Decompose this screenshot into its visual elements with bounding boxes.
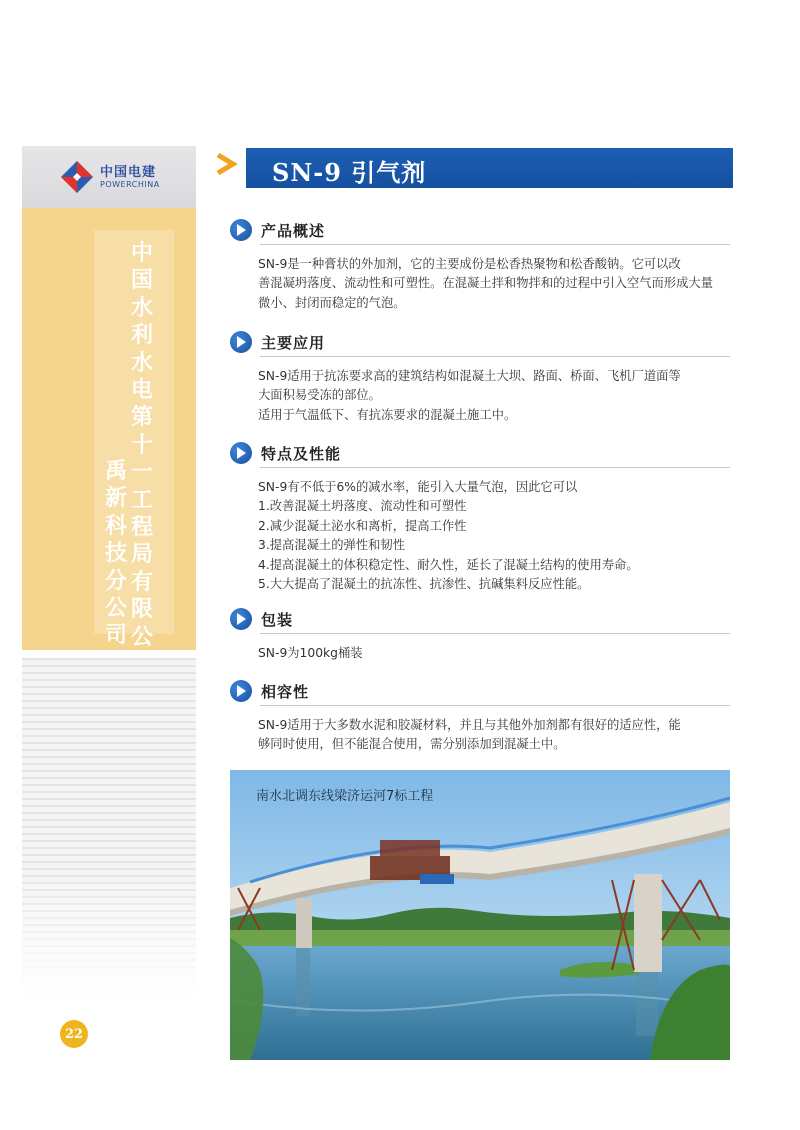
text-line: 3.提高混凝土的弹性和韧性	[258, 538, 405, 553]
text-line: 2.减少混凝土泌水和离析，提高工作性	[258, 518, 467, 533]
section-body	[230, 255, 730, 313]
text-line: 适用于气温低下、有抗冻要求的混凝土施工中。	[258, 407, 517, 422]
section-divider	[260, 356, 730, 357]
play-arrow-icon	[230, 680, 252, 702]
text-line: 4.提高混凝土的体积稳定性、耐久性，延长了混凝土结构的使用寿命。	[258, 557, 639, 572]
play-arrow-icon	[230, 442, 252, 464]
section-body	[230, 716, 730, 755]
text-line: SN-9为100kg桶装	[258, 646, 363, 660]
text-line: SN-9适用于大多数水泥和胶凝材料，并且与其他外加剂都有很好的适应性，能	[258, 718, 681, 732]
text-line: 大面积易受冻的部位。	[258, 388, 381, 403]
section-divider	[260, 633, 730, 634]
brand-logo	[60, 160, 160, 194]
play-arrow-icon	[230, 219, 252, 241]
page-title: SN-9 引气剂	[272, 158, 427, 187]
section-header	[230, 606, 730, 632]
section-body	[230, 478, 730, 594]
sidebar-stripes	[22, 658, 196, 1000]
section-header	[230, 217, 730, 243]
text-line: 善混凝坍落度、流动性和可塑性。在混凝土拌和物拌和的过程中引入空气而形成大量	[258, 276, 713, 291]
section-features	[230, 440, 730, 594]
company-name-line1: 中国水利水电第十一工程局有限公	[130, 240, 153, 650]
brand-name-en: POWERCHINA	[100, 179, 160, 189]
page-number: 22	[60, 1020, 88, 1048]
play-arrow-icon	[230, 331, 252, 353]
section-title: 相容性	[261, 682, 310, 701]
text-line: 够同时使用，但不能混合使用，需分别添加到混凝土中。	[258, 737, 566, 752]
bridge-photo	[230, 770, 730, 1060]
section-title: 产品概述	[261, 221, 326, 240]
section-packaging	[230, 606, 730, 663]
section-body	[230, 644, 730, 663]
section-title: 包装	[261, 610, 294, 629]
title-bar	[246, 148, 733, 188]
text-line: 1.改善混凝土坍落度、流动性和可塑性	[258, 499, 467, 514]
text-line: SN-9有不低于6%的减水率，能引入大量气泡，因此它可以	[258, 480, 578, 494]
text-line: SN-9是一种膏状的外加剂，它的主要成份是松香热聚物和松香酸钠。它可以改	[258, 257, 681, 271]
section-header	[230, 678, 730, 704]
section-compatibility	[230, 678, 730, 755]
bridge-scene-illustration	[230, 770, 730, 1060]
section-overview	[230, 217, 730, 313]
company-name-line2: 禹新科技分公司	[104, 458, 127, 649]
chevron-right-icon	[212, 148, 242, 180]
play-arrow-icon	[230, 608, 252, 630]
photo-caption: 南水北调东线梁济运河7标工程	[256, 789, 434, 804]
section-title: 主要应用	[261, 333, 326, 352]
section-divider	[260, 467, 730, 468]
text-line: 微小、封闭而稳定的气泡。	[258, 295, 406, 310]
section-header	[230, 329, 730, 355]
section-applications	[230, 329, 730, 425]
text-line: 5.大大提高了混凝土的抗冻性、抗渗性、抗碱集料反应性能。	[258, 577, 590, 592]
powerchina-logo-icon	[60, 160, 94, 194]
section-divider	[260, 244, 730, 245]
section-divider	[260, 705, 730, 706]
section-title: 特点及性能	[261, 444, 342, 463]
text-line: SN-9适用于抗冻要求高的建筑结构如混凝土大坝、路面、桥面、飞机厂道面等	[258, 369, 681, 383]
brand-name-cn: 中国电建	[100, 164, 157, 180]
section-header	[230, 440, 730, 466]
section-body	[230, 367, 730, 425]
